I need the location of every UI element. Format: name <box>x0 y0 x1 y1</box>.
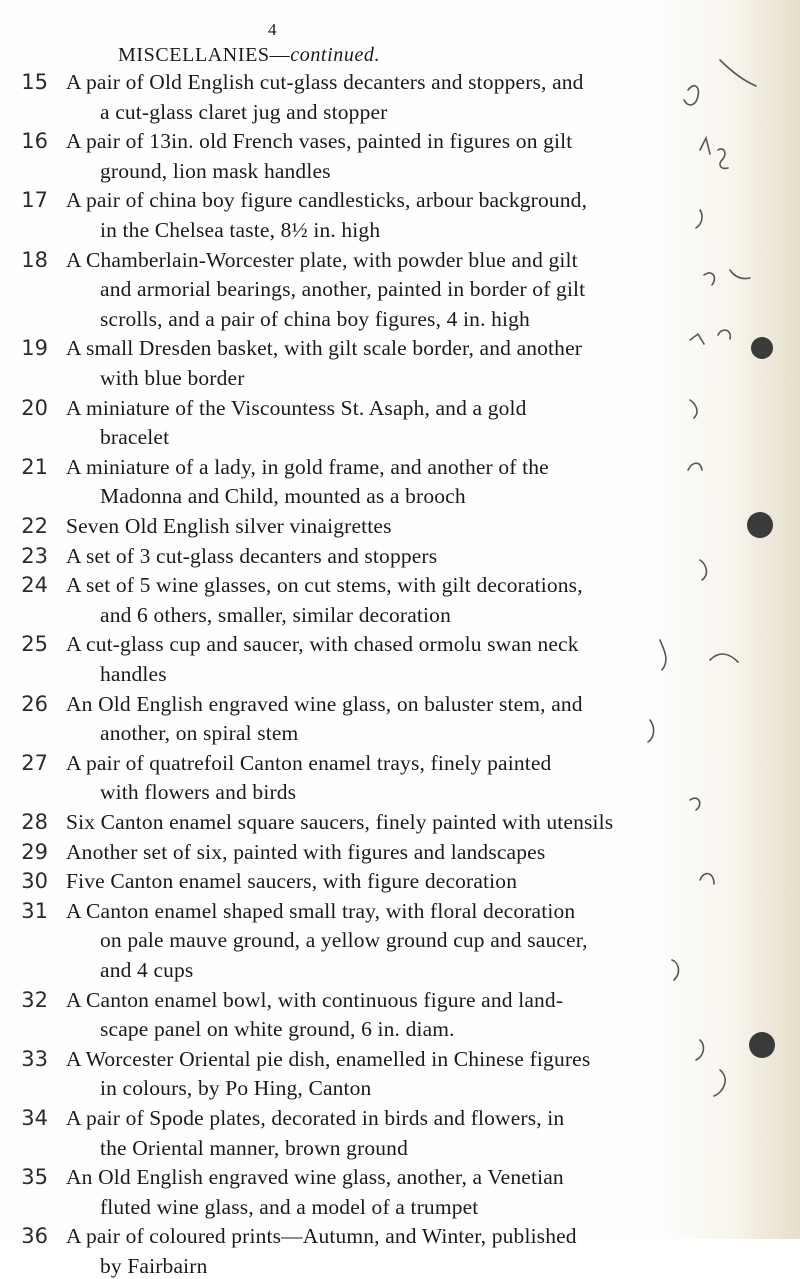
lot-description-line: Madonna and Child, mounted as a brooch <box>100 484 466 509</box>
mark <box>704 273 714 285</box>
lot-number: 34 <box>21 1106 48 1130</box>
lot-description-line: An Old English engraved wine glass, on baluster stem, and <box>66 691 583 716</box>
mark <box>700 560 706 580</box>
lot-number: 28 <box>21 810 48 834</box>
lot-description-line: bracelet <box>100 425 170 450</box>
lot-description-line: A pair of Spode plates, decorated in birds and flowers, in <box>66 1106 565 1130</box>
lot-number: 29 <box>21 839 48 864</box>
lot-description-line: A pair of china boy figure candlesticks, arbour background, <box>66 188 588 213</box>
section-title: MISCELLANIES— <box>118 44 291 66</box>
lot-description-line: A cut-glass cup and saucer, with chased ormolu swan neck <box>66 632 579 657</box>
mark <box>718 149 728 168</box>
lot-description-line: the Oriental manner, brown ground <box>100 1135 408 1160</box>
lot-description-line: fluted wine glass, and a model of a trumpet <box>100 1194 479 1219</box>
lot-description-line: a cut-glass claret jug and stopper <box>100 99 388 124</box>
lot-description-line: in colours, by Po Hing, Canton <box>100 1076 372 1101</box>
section-header <box>118 44 380 67</box>
lot-description-line: Six Canton enamel square saucers, finely painted with utensils <box>66 810 614 834</box>
lot-number: 26 <box>21 691 48 716</box>
lot-description-line: A miniature of the Viscountess St. Asaph, and a gold <box>66 395 527 420</box>
mark <box>684 86 698 105</box>
lot-description-line: A miniature of a lady, in gold frame, and another of the <box>66 454 549 479</box>
lot-description-line: and armorial bearings, another, painted in border of gilt <box>100 277 586 302</box>
mark <box>696 1040 703 1060</box>
section-continued: continued. <box>290 44 381 66</box>
lot-description-line: A pair of 13in. old French vases, painted in figures on gilt <box>66 129 573 154</box>
page-number: 4 <box>268 20 277 39</box>
mark <box>720 60 756 86</box>
lot-description-line: with flowers and birds <box>100 780 297 805</box>
lot-description-line: in the Chelsea taste, 8½ in. high <box>100 218 381 242</box>
lot-description-line: scape panel on white ground, 6 in. diam. <box>100 1017 455 1042</box>
mark <box>660 640 666 670</box>
mark <box>700 874 714 884</box>
lot-number: 21 <box>21 454 48 479</box>
mark <box>696 210 702 228</box>
lot-description-line: A pair of coloured prints—Autumn, and Winter, published <box>66 1224 577 1249</box>
lot-number: 20 <box>21 395 48 420</box>
lot-description-line: A Canton enamel bowl, with continuous figure and land- <box>66 987 564 1012</box>
lot-number: 17 <box>21 188 48 213</box>
lot-number: 23 <box>21 543 48 568</box>
lot-description-line: An Old English engraved wine glass, another, a Venetian <box>66 1165 564 1190</box>
lot-description-line: A Canton enamel shaped small tray, with floral decoration <box>66 898 576 923</box>
lot-description-line: ground, lion mask handles <box>100 158 331 183</box>
mark <box>648 720 654 742</box>
lot-description-line: A Worcester Oriental pie dish, enamelled in Chinese figures <box>66 1046 591 1071</box>
lot-description-line: handles <box>100 662 167 686</box>
mark <box>700 138 710 154</box>
lot-description-line: and 4 cups <box>100 958 194 982</box>
mark <box>730 270 750 279</box>
mark <box>710 654 738 662</box>
lot-description-line: A set of 3 cut-glass decanters and stoppers <box>66 543 438 568</box>
lot-description-line: A pair of quatrefoil Canton enamel trays, finely painted <box>66 750 552 775</box>
ink-blot <box>751 337 773 359</box>
lot-description-line: Five Canton enamel saucers, with figure decoration <box>66 869 518 894</box>
lot-number: 30 <box>21 869 48 894</box>
mark <box>718 330 730 339</box>
mark <box>688 463 702 470</box>
lot-number: 35 <box>21 1165 48 1190</box>
lot-description-line: A pair of Old English cut-glass decanters and stoppers, and <box>66 70 584 94</box>
lot-number: 36 <box>21 1224 48 1249</box>
lot-description-line: A set of 5 wine glasses, on cut stems, with gilt decorations, <box>66 573 583 598</box>
mark <box>690 334 704 344</box>
page-edge-shading <box>650 0 800 1239</box>
lot-number: 22 <box>21 514 48 538</box>
lot-description-line: by Fairbairn <box>100 1254 208 1278</box>
lot-description-line: A Chamberlain-Worcester plate, with powder blue and gilt <box>66 247 578 272</box>
lot-description-line: Seven Old English silver vinaigrettes <box>66 514 392 538</box>
lot-description-line: another, on spiral stem <box>100 721 299 746</box>
mark <box>690 400 697 418</box>
lot-description-line: and 6 others, smaller, similar decoration <box>100 602 451 627</box>
lot-description-line: on pale mauve ground, a yellow ground cup and saucer, <box>100 928 588 953</box>
lot-number: 19 <box>21 336 48 361</box>
lot-description-line: with blue border <box>100 366 245 390</box>
lot-number: 24 <box>21 573 48 598</box>
lot-number: 18 <box>21 247 48 272</box>
lot-description-line: scrolls, and a pair of china boy figures, 4 in. high <box>100 306 530 331</box>
lot-number: 33 <box>21 1046 48 1071</box>
lot-description-line: A small Dresden basket, with gilt scale border, and another <box>66 336 583 361</box>
mark <box>714 1070 725 1096</box>
mark <box>690 798 700 810</box>
lot-number: 25 <box>21 632 48 657</box>
ink-blot <box>749 1032 775 1058</box>
mark <box>672 960 678 980</box>
lot-number: 16 <box>21 129 48 154</box>
lot-number: 15 <box>21 70 48 94</box>
lot-number: 27 <box>21 750 48 775</box>
lot-description-line: Another set of six, painted with figures and landscapes <box>66 839 546 864</box>
lot-number: 31 <box>21 898 48 923</box>
lot-number: 32 <box>21 987 48 1012</box>
ink-blot <box>747 512 773 538</box>
